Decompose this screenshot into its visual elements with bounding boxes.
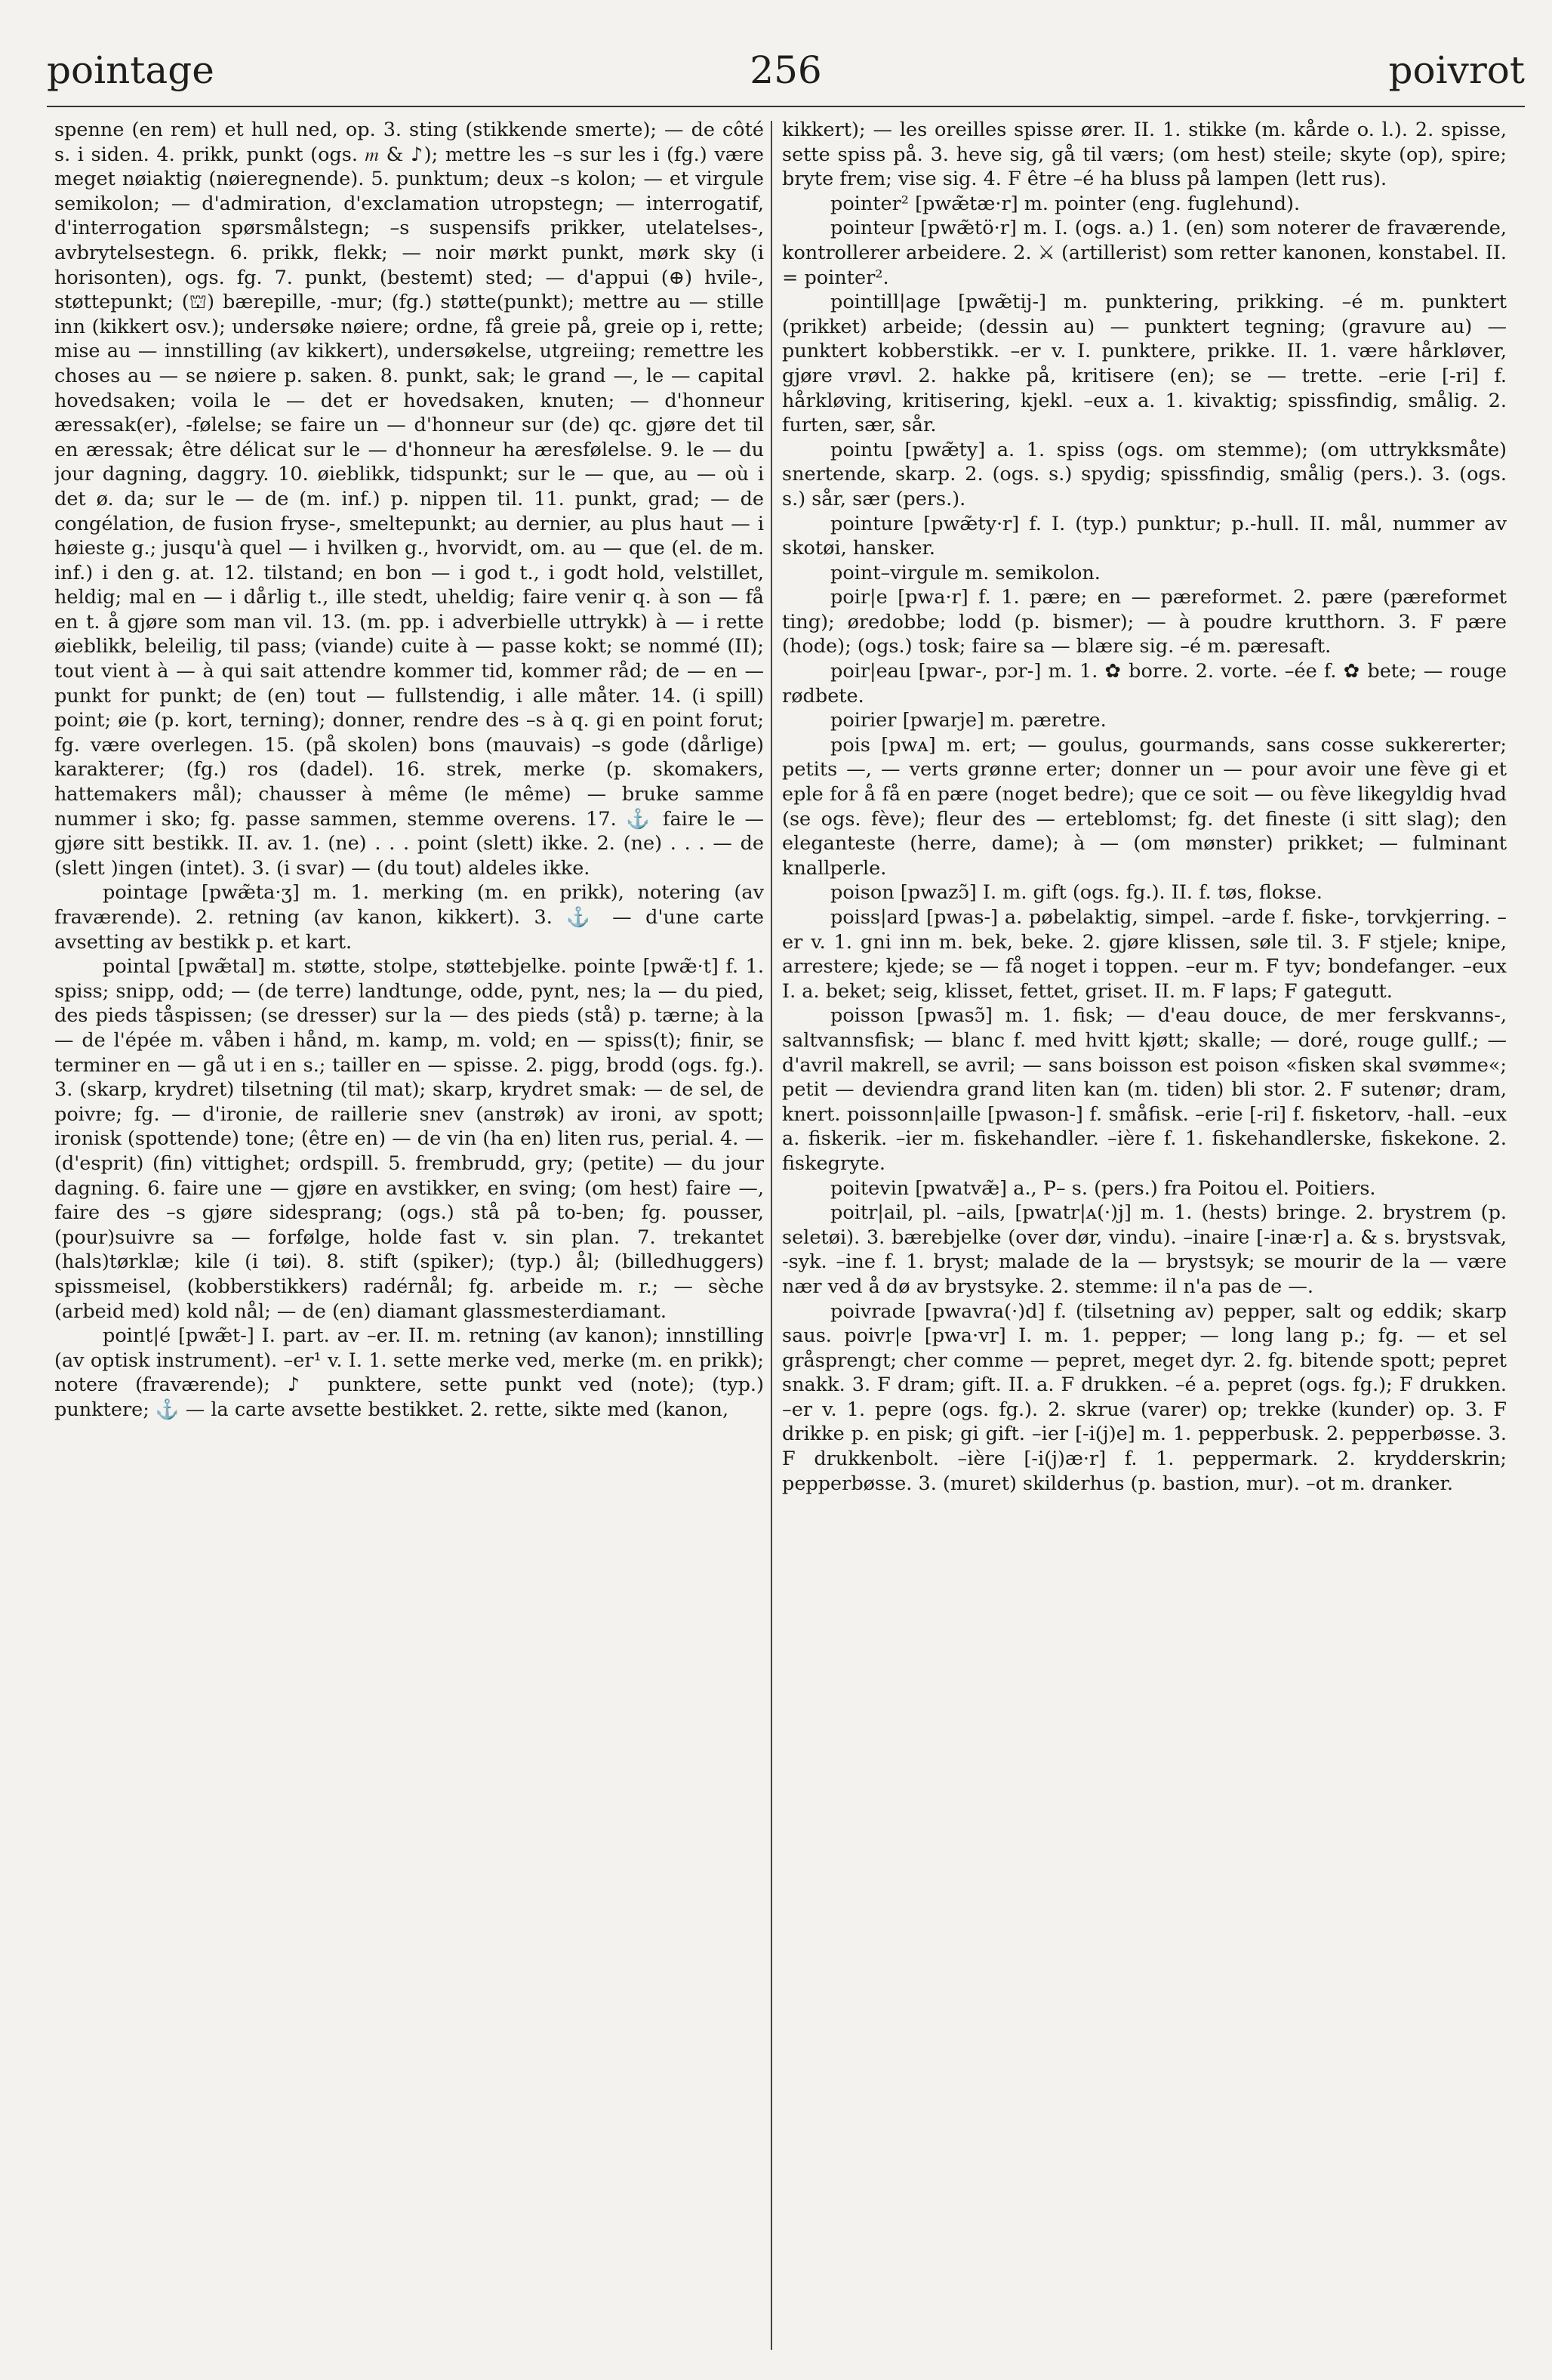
- entry-paragraph: pointer² [pwæ̃tæ·r] m. pointer (eng. fuglehund).: [830, 192, 1301, 215]
- entry-paragraph: poir|e [pwa·r] f. 1. pære; en — pæreformet. 2. pære (pæreformet ting); øredobbe; lodd (p. bismer); — à poudre krutthorn. 3. F pære (hode); (ogs.) tosk; faire sa — blære sig. –é m. pæresaft.: [782, 586, 1507, 658]
- page-number: 256: [750, 48, 822, 92]
- entry-paragraph: poir|eau [pwar-, pɔr-] m. 1. ✿ borre. 2. vorte. –ée f. ✿ bete; — rouge rødbete.: [782, 660, 1507, 708]
- guide-word-right: poivrot: [1388, 48, 1525, 92]
- entry-paragraph: poitr|ail, pl. –ails, [pwatr|ᴀ(·)j] m. 1. (hests) bringe. 2. brystrem (p. seletøi). 3. bærebjelke (over dør, vindu). –inaire [-inæ·r] a. & s. brystsvak, -syk. –ine f. 1. bryst; malade de la — brystsyk; se mourir de la — være nær ved å dø av brystsyke. 2. stemme: il n'a pas de —.: [782, 1201, 1507, 1298]
- column-divider: [771, 121, 772, 2350]
- right-column: [782, 118, 1507, 2350]
- entry-paragraph: pointeur [pwæ̃tö·r] m. I. (ogs. a.) 1. (en) som noterer de fraværende, kontrollerer arbeidere. 2. ⚔ (artillerist) som retter kanonen, konstabel. II. = pointer².: [782, 217, 1507, 289]
- entry-paragraph: pointu [pwæ̃ty] a. 1. spiss (ogs. om stemme); (om uttrykksmåte) snertende, skarp. 2. (ogs. s.) spydig; spissfindig, smålig (pers.). 3. (ogs. s.) sår, sær (pers.).: [782, 438, 1507, 510]
- entry-paragraph: pointal [pwæ̃tal] m. støtte, stolpe, støttebjelke. pointe [pwæ̃·t] f. 1. spiss; snipp, odd; — (de terre) landtunge, odde, pynt, nes; la — du pied, des pieds tåspissen; (se dresser) sur la — des pieds (stå) p. tærne; à la — de l'épée m. våben i hånd, m. kamp, m. vold; en — spiss(t); finir, se terminer en — gå ut i en s.; tailler en — spisse. 2. pigg, brodd (ogs. fg.). 3. (skarp, krydret) tilsetning (til mat); skarp, krydret smak: — de sel, de poivre; fg. — d'ironie, de raillerie snev (anstrøk) av ironi, av spott; ironisk (spottende) tone; (être en) — de vin (ha en) liten rus, perial. 4. — (d'esprit) (fin) vittighet; ordspill. 5. frembrudd, gry; (petite) — du jour dagning. 6. faire une — gjøre en avstikker, en sving; (om hest) faire —, faire des –s gjøre sidesprang; (ogs.) stå på to-ben; fg. pousser, (pour)suivre sa — forfølge, holde fast v. sin plan. 7. trekantet (hals)tørklæ; kile (i tøi). 8. stift (spiker); (typ.) ål; (billedhuggers) spissmeisel, (kobberstikkers) radérnål; fg. arbeide m. r.; — sèche (arbeid med) kold nål; — de (en) diamant glassmesterdiamant.: [54, 955, 764, 1323]
- entry-paragraph: pointage [pwæ̃ta·ʒ] m. 1. merking (m. en prikk), notering (av fraværende). 2. retning (av kanon, kikkert). 3. ⚓ — d'une carte avsetting av bestikk p. et kart.: [54, 881, 764, 954]
- guide-word-left: pointage: [47, 48, 214, 92]
- entry-paragraph: pointill|age [pwæ̃tij-] m. punktering, prikking. –é m. punktert (prikket) arbeide; (dessin au) — punktert tegning; (gravure au) — punktert kobberstikk. –er v. I. punktere, prikke. II. 1. være hårkløver, gjøre vrøvl. 2. hakke på, kritisere (en); se — trette. –erie [-ri] f. hårkløving, kritisering, kjekl. –eux a. 1. kivaktig; spissfindig, smålig. 2. furten, sær, sår.: [782, 291, 1507, 437]
- entry-paragraph: spenne (en rem) et hull ned, op. 3. sting (stikkende smerte); — de côté s. i siden. 4. prikk, punkt (ogs. 𝆐 & ♪); mettre les –s sur les i (fg.) være meget nøiaktig (nøieregnende). 5. punktum; deux –s kolon; — et virgule semikolon; — d'admiration, d'exclamation utropstegn; — interrogatif, d'interrogation spørsmålstegn; –s suspensifs prikker, utelatelses-, avbrytelsestegn. 6. prikk, flekk; — noir mørkt punkt, mørk sky (i horisonten), ogs. fg. 7. punkt, (bestemt) sted; — d'appui (⊕) hvile-, støttepunkt; (⛫) bærepille, -mur; (fg.) støtte(punkt); mettre au — stille inn (kikkert osv.); undersøke nøiere; ordne, få greie på, greie op i, rette; mise au — innstilling (av kikkert), undersøkelse, utgreiing; remettre les choses au — se nøiere p. saken. 8. punkt, sak; le grand —, le — capital hovedsaken; voila le — det er hovedsaken, knuten; — d'honneur æressak(er), -følelse; se faire un — d'honneur sur (de) qc. gjøre det til en æressak; être délicat sur le — d'honneur ha æresfølelse. 9. le — du jour dagning, daggry. 10. øieblikk, tidspunkt; sur le — que, au — où i det ø. da; sur le — de (m. inf.) p. nippen til. 11. punkt, grad; — de congélation, de fusion fryse-, smeltepunkt; au dernier, au plus haut — i høieste g.; jusqu'à quel — i hvilken g., hvorvidt, om. au — que (el. de m. inf.) i den g. at. 12. tilstand; en bon — i god t., i godt hold, velstillet, heldig; mal en — i dårlig t., ille stedt, uheldig; faire venir q. à son — få en t. å gjøre som man vil. 13. (m. pp. i adverbielle uttrykk) à — i rette øieblikk, beleilig, til pass; (viande) cuite à — passe kokt; se nommé (II); tout vient à — à qui sait attendre kommer tid, kommer råd; de — en — punkt for punkt; de (en) tout — fullstendig, i alle måter. 14. (i spill) point; øie (p. kort, terning); donner, rendre des –s à q. gi en point forut; fg. være overlegen. 15. (på skolen) bons (mauvais) –s gode (dårlige) karakterer; (fg.) ros (dadel). 16. strek, merke (p. skomakers, hattemakers mål); chausser à même (le même) — bruke samme nummer i sko; fg. passe sammen, stemme overens. 17. ⚓ faire le — gjøre sitt bestikk. II. av. 1. (ne) . . . point (slett) ikke. 2. (ne) . . . — de (slett )ingen (intet). 3. (i svar) — (du tout) aldeles ikke.: [54, 119, 764, 880]
- entry-paragraph: poitevin [pwatvæ̃] a., P– s. (pers.) fra Poitou el. Poitiers.: [830, 1176, 1376, 1200]
- entry-paragraph: poisson [pwasɔ̃] m. 1. fisk; — d'eau douce, de mer ferskvanns-, saltvannsfisk; — blanc f. med hvitt kjøtt; skalle; — doré, rouge gullf.; — d'avril makrell, se avril; — sans boisson est poison «fisken skal svømme«; petit — deviendra grand liten kan (m. tiden) bli stor. 2. F sutenør; dram, knert. poissonn|aille [pwason-] f. småfisk. –erie [-ri] f. fisketorv, -hall. –eux a. fiskerik. –ier m. fiskehandler. –ière f. 1. fiskehandlerske, fiskekone. 2. fiskegryte.: [782, 1004, 1507, 1175]
- entry-paragraph: poivrade [pwavra(·)d] f. (tilsetning av) pepper, salt og eddik; skarp saus. poivr|e [pwa·vr] I. m. 1. pepper; — long lang p.; fg. — et sel gråsprengt; cher comme — pepret, meget dyr. 2. fg. bitende spott; pepret snakk. 3. F dram; gift. II. a. F drukken. –é a. pepret (ogs. fg.); F drukken. –er v. 1. pepre (ogs. fg.). 2. skrue (varer) op; trekke (kunder) op. 3. F drikke p. en pisk; gi gift. –ier [-i(j)e] m. 1. pepperbusk. 2. pepperbøsse. 3. F drukkenbolt. –ière [-i(j)æ·r] f. 1. peppermark. 2. krydderskrin; pepperbøsse. 3. (muret) skilderhus (p. bastion, mur). –ot m. dranker.: [782, 1299, 1507, 1495]
- entry-paragraph: point|é [pwæ̃t-] I. part. av –er. II. m. retning (av kanon); innstilling (av optisk instrument). –er¹ v. I. 1. sette merke ved, merke (m. en prikk); notere (fraværende); ♪ punktere, sette punkt ved (note); (typ.) punktere; ⚓ — la carte avsette bestikket. 2. rette, sikte med (kanon,: [54, 1324, 764, 1421]
- page-header: [47, 42, 1525, 103]
- entry-paragraph: point–virgule m. semikolon.: [830, 561, 1101, 584]
- entry-paragraph: pointure [pwæ̃ty·r] f. I. (typ.) punktur; p.-hull. II. mål, nummer av skotøi, hansker.: [782, 512, 1507, 560]
- entry-paragraph: poison [pwazɔ̃] I. m. gift (ogs. fg.). II. f. tøs, flokse.: [830, 881, 1323, 905]
- entry-paragraph: kikkert); — les oreilles spisse ører. II. 1. stikke (m. kårde o. l.). 2. spisse, sette spiss på. 3. heve sig, gå til værs; (om hest) steile; skyte (op), spire; bryte frem; vise sig. 4. F être –é ha bluss på lampen (lett rus).: [782, 119, 1507, 191]
- header-rule: [47, 106, 1525, 107]
- entry-paragraph: poiss|ard [pwas-] a. pøbelaktig, simpel. –arde f. fiske-, torvkjerring. –er v. 1. gni inn m. bek, beke. 2. gjøre klissen, søle til. 3. F stjele; knipe, arrestere; kjede; se — få noget i toppen. –eur m. F tyv; bondefanger. –eux I. a. beket; seig, klisset, fettet, griset. II. m. F laps; F gategutt.: [782, 906, 1507, 1003]
- left-column: [54, 118, 764, 2350]
- entry-paragraph: pois [pwᴀ] m. ert; — goulus, gourmands, sans cosse sukkererter; petits —, — verts grønne erter; donner un — pour avoir une fève gi et eple for å få en pære (noget bedre); que ce soit — ou fève likegyldig hvad (se ogs. fève); fleur des — erteblomst; fg. det fineste (i sitt slag); den eleganteste (herre, dame); à — (om mønster) prikket; — fulminant knallperle.: [782, 733, 1507, 880]
- entry-paragraph: poirier [pwarje] m. pæretre.: [830, 709, 1107, 732]
